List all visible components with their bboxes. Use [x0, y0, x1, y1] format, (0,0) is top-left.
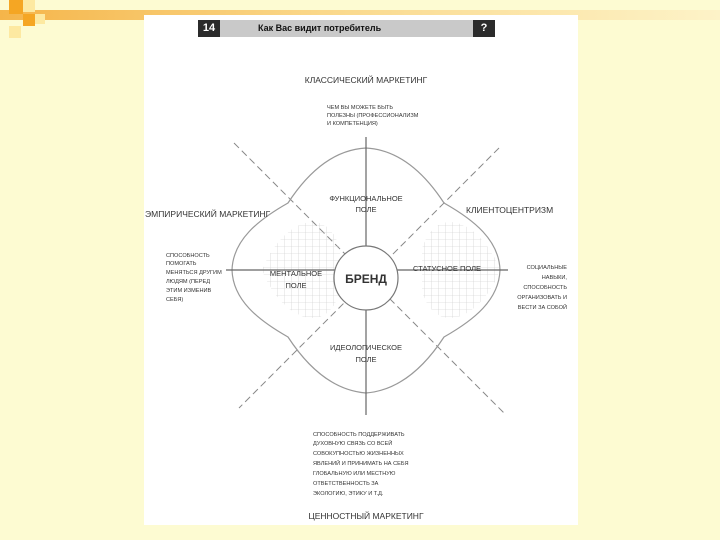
- top-note-line: И КОМПЕТЕНЦИЯ): [327, 121, 378, 127]
- left-note-line: СПОСОБНОСТЬ: [166, 253, 210, 259]
- left-note-line: ПОМОГАТЬ: [166, 261, 197, 267]
- classic-marketing-label: КЛАССИЧЕСКИЙ МАРКЕТИНГ: [304, 75, 428, 85]
- right-note-line: НАВЫКИ,: [541, 275, 567, 281]
- functional-field-label-line: ПОЛЕ: [355, 205, 377, 214]
- functional-field-label-line: ФУНКЦИОНАЛЬНОЕ: [329, 194, 403, 203]
- page-number: 14: [198, 20, 220, 37]
- status-field-label: СТАТУСНОЕ ПОЛЕ: [412, 264, 482, 273]
- empirical-marketing-label: ЭМПИРИЧЕСКИЙ МАРКЕТИНГ: [145, 209, 271, 219]
- bottom-note-line: СПОСОБНОСТЬ ПОДДЕРЖИВАТЬ: [313, 432, 405, 438]
- decorative-square: [23, 14, 35, 26]
- ideological-field-label-line: ИДЕОЛОГИЧЕСКОЕ: [330, 343, 402, 352]
- bottom-note-line: ЯВЛЕНИЙ И ПРИНИМАТЬ НА СЕБЯ: [313, 461, 409, 467]
- slide-image: [144, 15, 578, 525]
- mental-field-label-line: МЕНТАЛЬНОЕ: [269, 269, 323, 278]
- bottom-note-line: ОТВЕТСТВЕННОСТЬ ЗА: [313, 481, 379, 487]
- right-note-line: ОРГАНИЗОВАТЬ И: [517, 295, 567, 301]
- brand-label: БРЕНД: [345, 272, 387, 286]
- value-marketing-label: ЦЕННОСТНЫЙ МАРКЕТИНГ: [308, 511, 424, 521]
- mental-field-label-line: ПОЛЕ: [285, 281, 307, 290]
- left-note-line: ЭТИМ ИЗМЕНИВ: [166, 288, 212, 294]
- help-icon: ?: [473, 20, 495, 37]
- left-note-line: ЛЮДЯМ (ПЕРЕД: [166, 279, 210, 285]
- right-note-line: СОЦИАЛЬНЫЕ: [526, 265, 567, 271]
- right-note-line: ВЕСТИ ЗА СОБОЙ: [517, 305, 567, 311]
- ideological-field-label-line: ПОЛЕ: [355, 355, 377, 364]
- top-note-line: ЧЕМ ВЫ МОЖЕТЕ БЫТЬ: [327, 105, 394, 111]
- client-centrism-label: КЛИЕНТОЦЕНТРИЗМ: [466, 205, 554, 215]
- decorative-square: [9, 0, 23, 14]
- bottom-note-line: ЭКОЛОГИЮ, ЭТИКУ И Т.Д.: [313, 491, 384, 497]
- left-note-line: МЕНЯТЬСЯ ДРУГИМ: [166, 270, 222, 276]
- right-note-line: СПОСОБНОСТЬ: [523, 285, 567, 291]
- brand-diagram: [144, 15, 578, 525]
- bottom-note-line: СОВОКУПНОСТЬЮ ЖИЗНЕННЫХ: [313, 451, 404, 457]
- decorative-square: [9, 26, 21, 38]
- bottom-note-line: ГЛОБАЛЬНУЮ ИЛИ МЕСТНУЮ: [313, 471, 396, 477]
- page-title: Как Вас видит потребитель: [258, 23, 382, 33]
- left-note-line: СЕБЯ): [166, 297, 184, 303]
- top-note-line: ПОЛЕЗНЫ (ПРОФЕССИОНАЛИЗМ: [327, 113, 419, 119]
- bottom-note-line: ДУХОВНУЮ СВЯЗЬ СО ВСЕЙ: [313, 441, 393, 447]
- decorative-square: [23, 0, 35, 12]
- decorative-square: [35, 14, 45, 24]
